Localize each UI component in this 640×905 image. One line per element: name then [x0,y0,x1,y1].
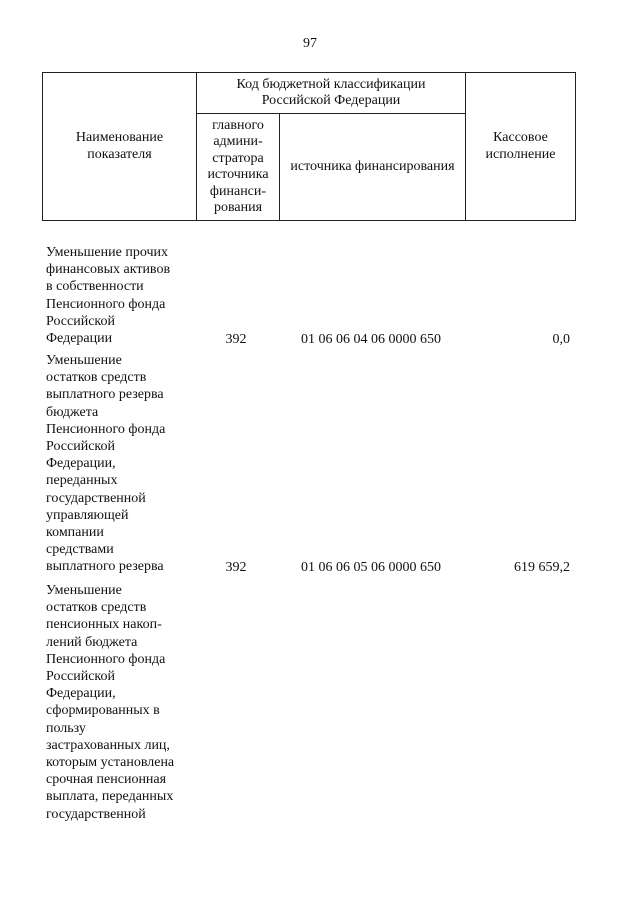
table-row [46,352,576,576]
table-row [46,582,576,822]
row-source-code: 01 06 06 04 06 0000 650 [301,331,441,347]
row-name: Уменьшение остатков средств выплатного резерва бюджета Пенсионного фонда Российской Федерации, переданных государственной управляющей компании средствами выплатного резерва [46,353,166,575]
header-name-column: Наименование показателя [75,130,164,162]
table-header [42,72,576,221]
row-amount: 619 659,2 [514,559,570,575]
row-amount: 0,0 [552,331,570,347]
header-source-column: источника финансирования [290,158,455,174]
header-amount-column: Кассовое исполнение [485,130,556,162]
row-admin-code: 392 [225,331,247,347]
page-number: 97 [303,36,317,51]
header-code-group: Код бюджетной классификации Российской Федерации [236,76,426,108]
table-row [46,244,576,348]
row-source-code: 01 06 06 05 06 0000 650 [301,559,441,575]
row-name: Уменьшение остатков средств пенсионных накоп- лений бюджета Пенсионного фонда Российской Федерации, сформированных в пользу застрахованных лиц, которым установлена срочная пенсионная выплата, переданных государственной [46,583,175,822]
row-name: Уменьшение прочих финансовых активов в собственности Пенсионного фонда Российской Федерации [46,245,171,347]
header-admin-column: главного админи- стратора источника финанси- рования [207,117,269,215]
row-admin-code: 392 [225,559,247,575]
